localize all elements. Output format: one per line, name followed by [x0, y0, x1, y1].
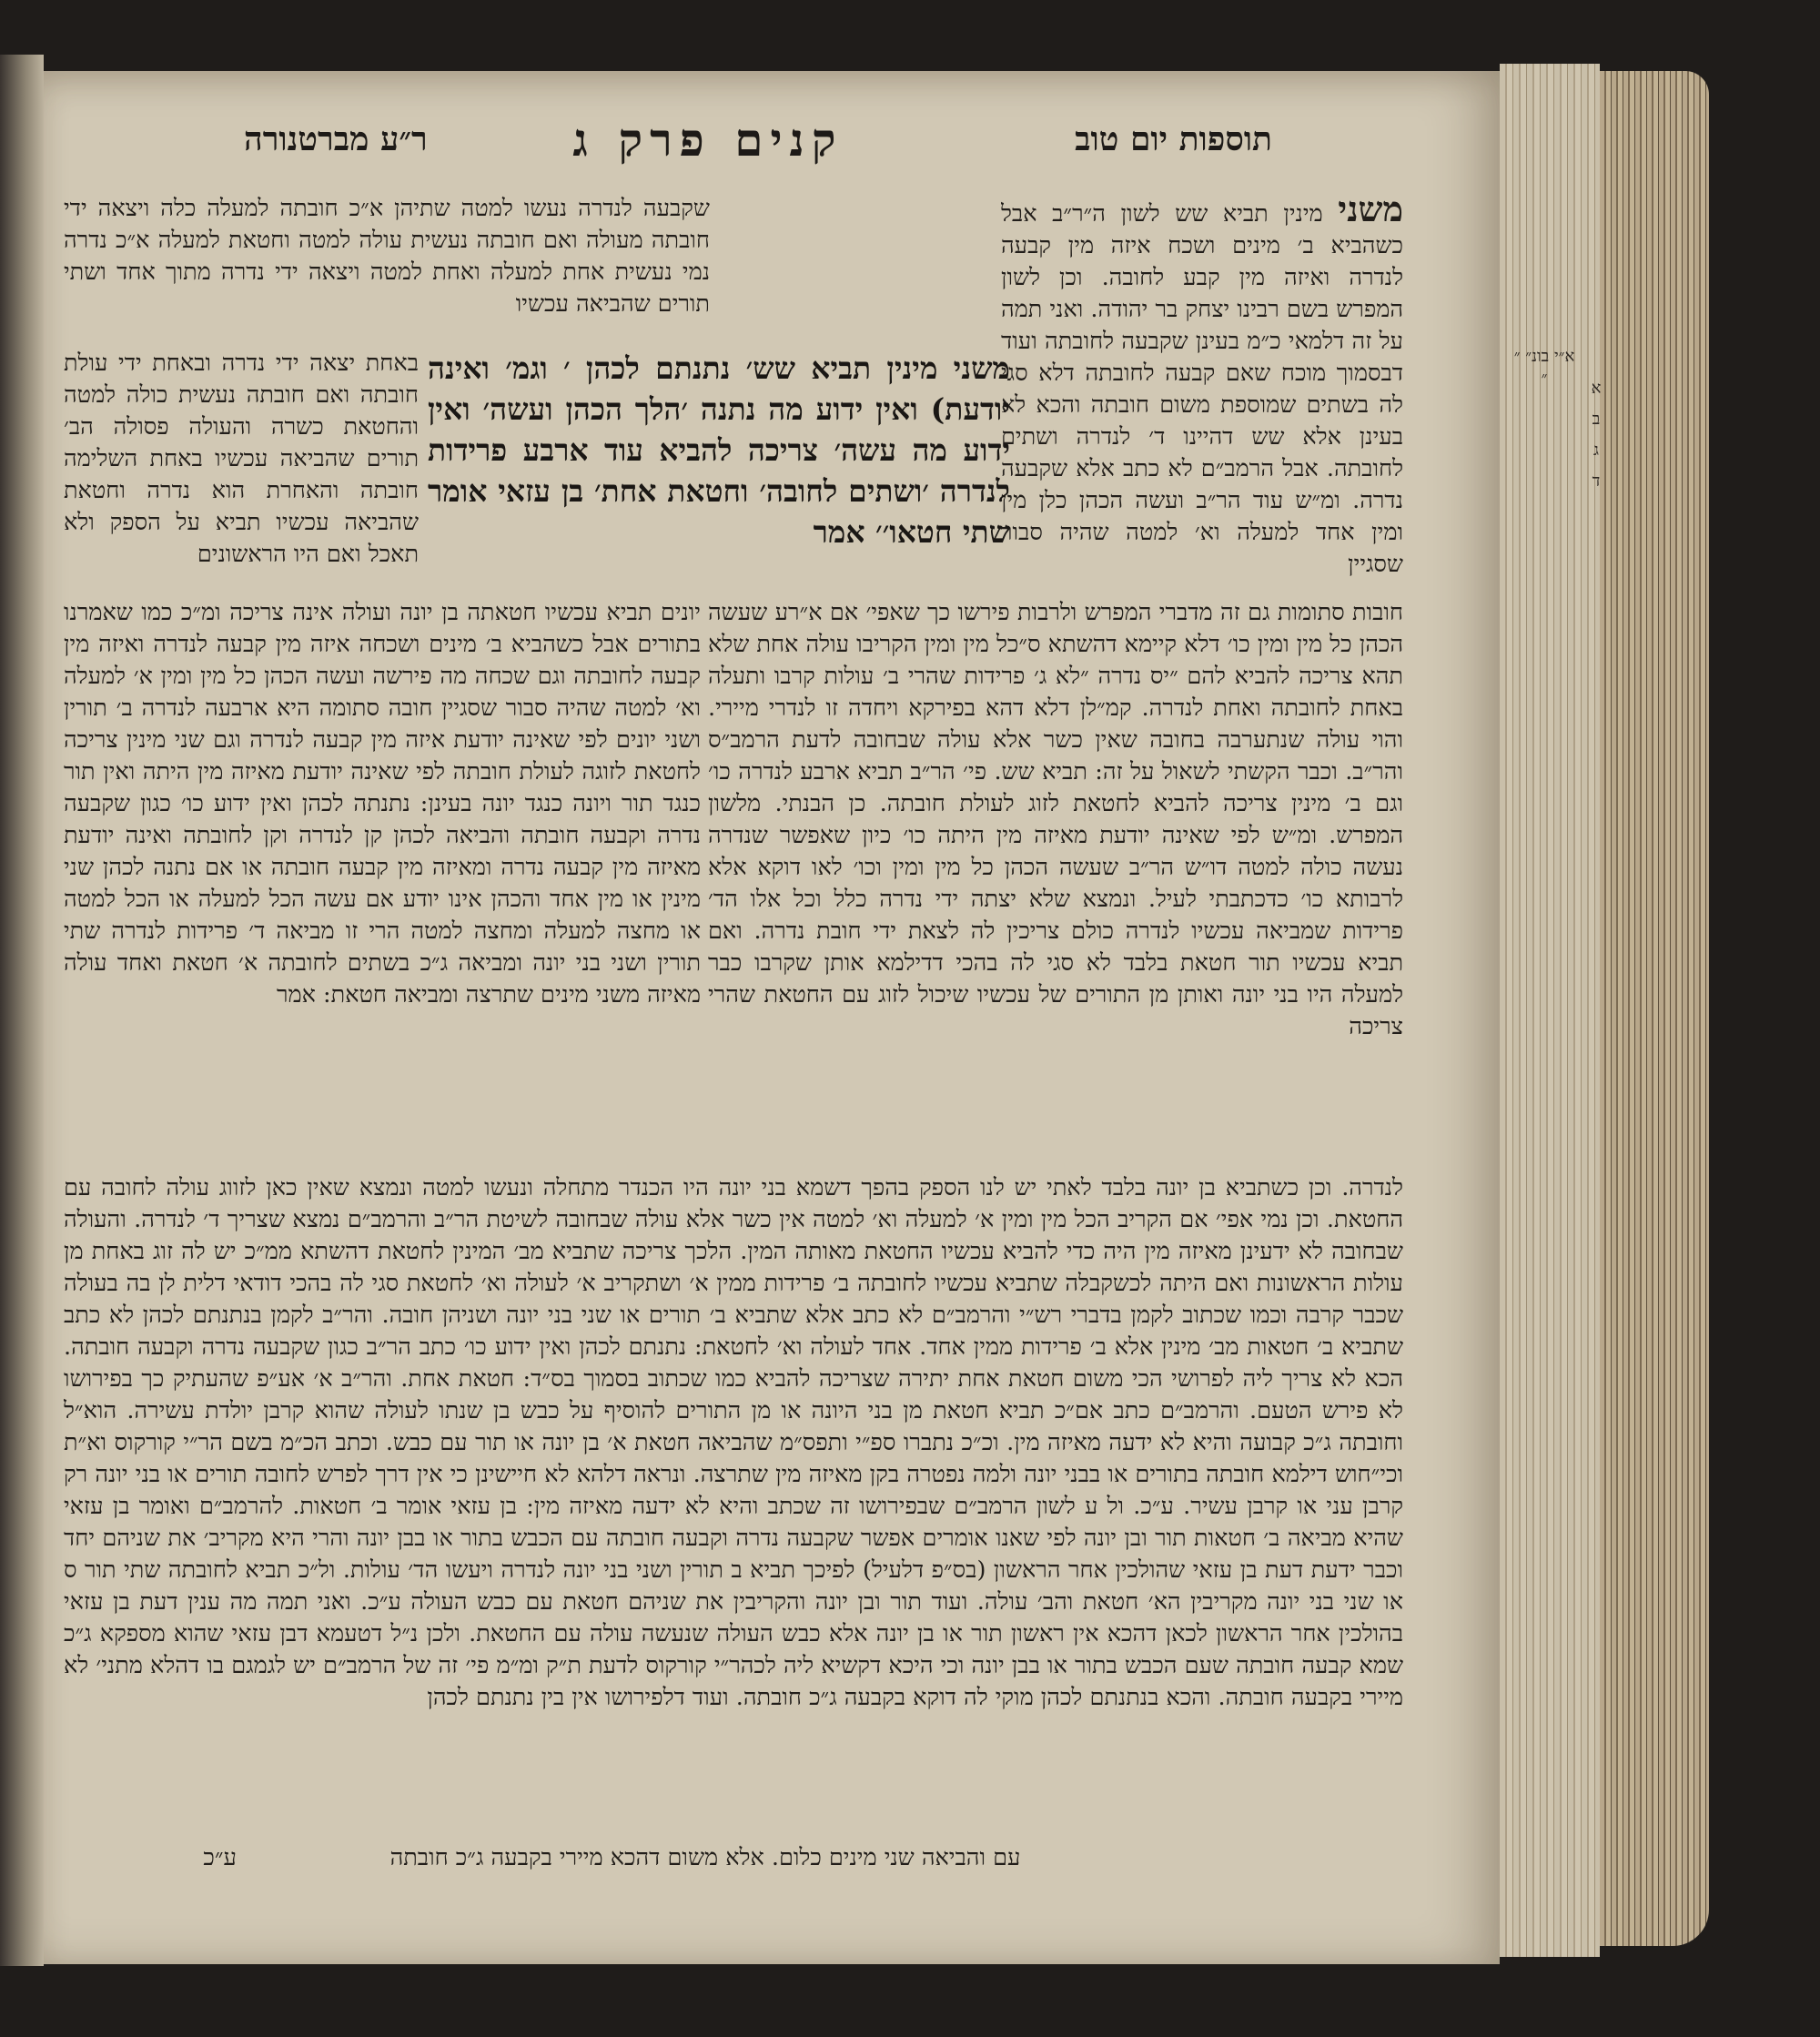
tosafot-catchword: ע״כ: [203, 1844, 237, 1871]
margin-letter: א: [1591, 379, 1602, 398]
bartenura-side-text: באחת יצאה ידי נדרה ובאחת ידי עולת חובתה ואם חובתה נעשית כולה למטה והחטאת כשרה והעולה פסולה הב׳ תורים שהביאה עכשיו באחת השלימה חובתה והאחרת הוא נדרה וחטאת שהביאה עכשיו תביא על הספק ולא תאכל ואם היו הראשונים: [64, 350, 419, 568]
tosafot-final-text: עם והביאה שני מינים כלום. אלא משום דהכא מיירי בקבעה ג״כ חובתה: [389, 1844, 1021, 1871]
margin-letter: ב: [1592, 410, 1601, 429]
margin-letter: ג: [1593, 441, 1599, 460]
tosafot-mid-column: [708, 597, 1403, 1171]
running-header: [44, 113, 1500, 186]
tosafot-mid-text: חובות סתומות גם זה מדברי המפרש ולרבות פירשו כך שאפי׳ אם א״רע שעשה הכהן כל מין ומין כו׳ דלא קיימא דהשתא ס״כל מין ומין הקריבו עולה אחת שלא תהא צריכה להביא להם ״יס נדרה ״לא ג׳ פרידות שהרי ב׳ עולות קרבו ותעלה באחת לחובתה ואחת לנדרה. קמ״לן דלא דהא בפירקא ויחדה זו לנדרי מיירי. והוי עולה שנתערבה בחובה שאין כשר אלא עולה שבחובה לדעת הרמב״ס והר״ב. וכבר הקשתי לשאול על זה: תביא שש. פי׳ הר״ב תביא ארבע לנדרה כו׳ וגם ב׳ מינין צריכה להביא לחטאת לזוג לעולת חובתה. כן הבנתי. מלשון המפרש. ומ״ש לפי שאינה יודעת מאיזה מין היתה כו׳ כיון שאפשר שנדרה נעשה כולה למטה דו״ש הר״ב שעשה הכהן כל מין ומין וכו׳ לאו דוקא אלא לרבותא כו׳ כדכתבתי לעיל. ונמצא שלא יצתה ידי נדרה כלל וכל אלו הד׳ פרידות שמביאה עכשיו לנדרה כולם צריכין לה לצאת ידי חובת נדרה. ואם תביא עכשיו תור חטאת בלבד לא סגי לה בהכי דדילמא אותן שקרבו כבר למעלה היו בני יונה ואותן מן התורים של עכשיו שיכול לזוג עם החטאת שהרי צריכה: [708, 599, 1403, 1040]
tosafot-catchword-line: [164, 1842, 237, 1879]
header-tosafot-title: תוספות יום טוב: [1075, 120, 1272, 158]
bartenura-bottom-column: [64, 597, 701, 1125]
tosafot-top-column: [1001, 193, 1403, 593]
margin-note: א״י בונ״ ״ ״: [1513, 347, 1575, 388]
tosafot-bottom-text: לנדרה. וכן כשתביא בן יונה בלבד לאתי יש לנו הספק בהפך דשמא בני יונה היו הכנדר מתחלה ונעשו למטה ונמצא שאין כאן לזווג עולה לחובה עם החטאת. וכן נמי אפי׳ אם הקריב הכל מין ומין א׳ למעלה וא׳ למטה אין כשר אלא עולה שבחובה לשיטת הר״ב והרמב״ם נמצא שצריך ד׳ לנדרה. והעולה שבחובה לא ידעינן מאיזה מין היה כדי להביא עכשיו החטאת מאותה המין. הלכך צריכה שתביא מב׳ המינין לחטאת דהשתא ממ״כ יש לה זוג באחת מן עולות הראשונות ואם היתה לכשקבלה שתביא עכשיו לחובתה ב׳ פרידות ממין א׳ ושתקריב א׳ לעולה וא׳ לחטאת סגי לה בהכי דודאי דלית לן בה בעולה שכבר קרבה וכמו שכתוב לקמן בדברי רש״י והרמב״ם לא כתב אלא שתביא ב׳ תורים או שני בני יונה ושניהן חובה. והר״ב לקמן בנתנתם לכהן לא כתב שתביא ב׳ חטאות מב׳ מינין אלא ב׳ פרידות ממין אחד. אחד לעולה וא׳ לחטאת: נתנתם לכהן ואין ידוע כו׳ כתב הר״ב כגון שקבעה נדרה וקבעה חובתה. הכא לא צריך ליה לפרושי הכי משום חטאת אחת יתירה שצריכה להביא כמו שכתוב בסמוך בס״ד: חטאת אחת. והר״ב א׳ אע״פ שהעתיק כך בפירושו לא פירש הטעם. והרמב״ם כתב אם״כ תביא חטאת מן בני היונה או מן התורים להוסיף על כבש בן שנתו לעולה שהוא קרבן יולדת עשירה. הוא״ל וחובתה ג״כ קבועה והיא לא ידעה מאיזה מין. וכ״כ נתברו ספ״י ותפס״מ שהביאה חטאת א׳ בן יונה או תור עם כבש. וכתב הכ״מ בשם הר״י קורקוס וא״ת וכי״חוש דילמא חובתה בתורים או בבני יונה ולמה נפטרה בקן מאיזה מין שתרצה. ונראה דלהא לא חיישינן כי אין דרך לפרש לחובה תורים או בני יונה רק קרבן עני או קרבן עשיר. ע״כ. ול ע לשון הרמב״ם שבפירושו זה שכתב והיא לא ידעה מאיזה מין: בן עזאי אומר ב׳ חטאות. להרמב״ם ואומר בן עזאי שהיא מביאה ב׳ חטאות תור ובן יונה לפי שאנו אומרים אפשר שקבעה נדרה וקבעה חובתה עם הכבש בתור או בבן יונה והרי היא מקריב׳ את שניהם יחד וכבר ידעת דעת בן עזאי שהולכין אחר הראשון (בס״פ דלעיל) לפיכך תביא ב תורין ושני בני יונה לנדרה ויעשו הד׳ עולות. ול״כ תביא לחובתה שתי תור ס או שני בני יונה מקריבין הא׳ חטאת והב׳ עולה. ועוד תור ובן יונה והקריבין את שניהם חטאת עם כבש העולה ע״כ. ואני תמה מה ענין דעת בן עזאי בהולכין אחר הראשון לכאן דהכא אין ראשון תור או בן יונה אלא כבש העולה שנעשה עולה עם החטאת. ולכן נ״ל דטעמא דבן עזאי שהוא מספקא ג״כ שמא קבעה חובתה שעם הכבש בתור או בבן יונה וכי היכא דקשיא ליה לכהר״י קורקוס לדעת ת״ק ומ״מ פי׳ זה של הרמב״ם יש לגמגם בו דהלא מתני׳ לא מיירי בקבעה חובתה. והכא בנתנתם לכהן מוקי לה דוקא בקבעה ג״כ חובתה. ועוד דלפירושו אין בין נתנתם לכהן: [64, 1174, 1403, 1711]
bartenura-top-block: [64, 193, 710, 339]
book-fore-edge: [1600, 71, 1709, 1946]
bartenura-top-text: שקבעה לנדרה נעשו למטה שתיהן א״כ חובתה למעלה כלה ויצאה ידי חובתה מעולה ואם חובתה נעשית עולה למטה וחטאת למעלה א״כ נדרה נמי נעשית אחת למעלה ואחת למטה ויצאה ידי נדרה מתוך אחד ושתי תורים שהביאה עכשיו: [64, 195, 710, 318]
tosafot-top-text: מינין תביא שש לשון ה״ר״ב אבל כשהביא ב׳ מינים ושכח איזה מין קבעה לנדרה ואיזה מין קבע לחובה. וכן לשון המפרש בשם רבינו יצחק בר יהודה. ואני תמה על זה דלמאי כ״מ בעינן שקבעה לחובתה ועוד דבסמוך מוכח שאם קבעה לחובתה דלא סגי לה בשתים שמוספת משום חובתה והכא לא בעינן אלא שש דהיינו ד׳ לנדרה ושתים לחובתה. אבל הרמב״ם לא כתב אלא שקבעה נדרה. ומ״ש עוד הר״ב ועשה הכהן כלן מין ומין אחד למעלה וא׳ למטה שהיה סבור שסגיין: [1001, 200, 1403, 578]
header-bartenura-title: ר״ע מברטנורה: [244, 120, 428, 158]
margin-letter: ד: [1592, 471, 1601, 491]
tosafot-lead-word: משני: [1338, 193, 1403, 229]
bartenura-side-column: [64, 348, 419, 598]
mishnah-text-block: [428, 348, 1010, 598]
mishnah-text: משני מינין תביא שש׳ נתנתם לכהן ׳ וגמ׳ ואינה יודעת) ואין ידוע מה נתנה ׳הלך הכהן ועשה׳ ואין ידוע מה עשה׳ צריכה להביא עוד ארבע פרידות לנדרה ׳ושתים לחובה׳ וחטאת אחת׳ בן עזאי אומר שתי חטאו׳׳ אמר: [428, 350, 1010, 550]
bartenura-bottom-tail: ומביאה חטאת:: [323, 981, 459, 1008]
margin-letters: [1585, 373, 1607, 497]
tosafot-bottom-block: [64, 1172, 1403, 1837]
bartenura-bottom-text: יונים תביא עכשיו חטאתה בן יונה ועולה אינה צריכה ומ״כ כמו שאמרנו בתורים אבל כשהביא ב׳ מינים ושכחה איזה מין קבעה לנדרה ואיזה מין קבעה לחובתה וגם שכחה מה פירשה ועשה הכהן כל מין ומין א׳ למעלה וא׳ למטה שהיה סבור שסגיין חובה סתומה היא ארבעה לנדרה ב׳ תורין ושני יונים לפי שאינה יודעת איזה מין קבעה לנדרה וגם שני מינין צריכה לחטאת לזוגה לעולת חובתה לפי שאינה יודעת מאיזה מין היתה ואין תור כנגד תור ויונה כנגד יונה בעינן: נתנתה לכהן ואין ידוע כו׳ כגון שקבעה נדרה וקבעה חובתה והביאה לכהן קן לנדרה וקן לחובתה ואינה יודעת מאיזה מין קבעה נדרה ומאיזה מין קבעה חובתה או אם נתנה לכהן שני מינין או מין אחד והכהן אינו יודע אם עשה הכל למעלה או הכל למטה או מחצה למעלה ומחצה למטה הרי זו מביאה ד׳ פרידות לנדרה שתי תורין ושני בני יונה ומביאה ג״כ בשתים לחובתה א׳ חטאת ואחד עולה מאיזה משני מינים שתרצה: [64, 599, 701, 1008]
tosafot-final-line: [182, 1842, 1228, 1879]
bartenura-catchword: אמר: [276, 981, 316, 1008]
header-chapter-title: קנים פרק ג: [572, 113, 844, 167]
left-page-spine: [0, 55, 44, 1966]
